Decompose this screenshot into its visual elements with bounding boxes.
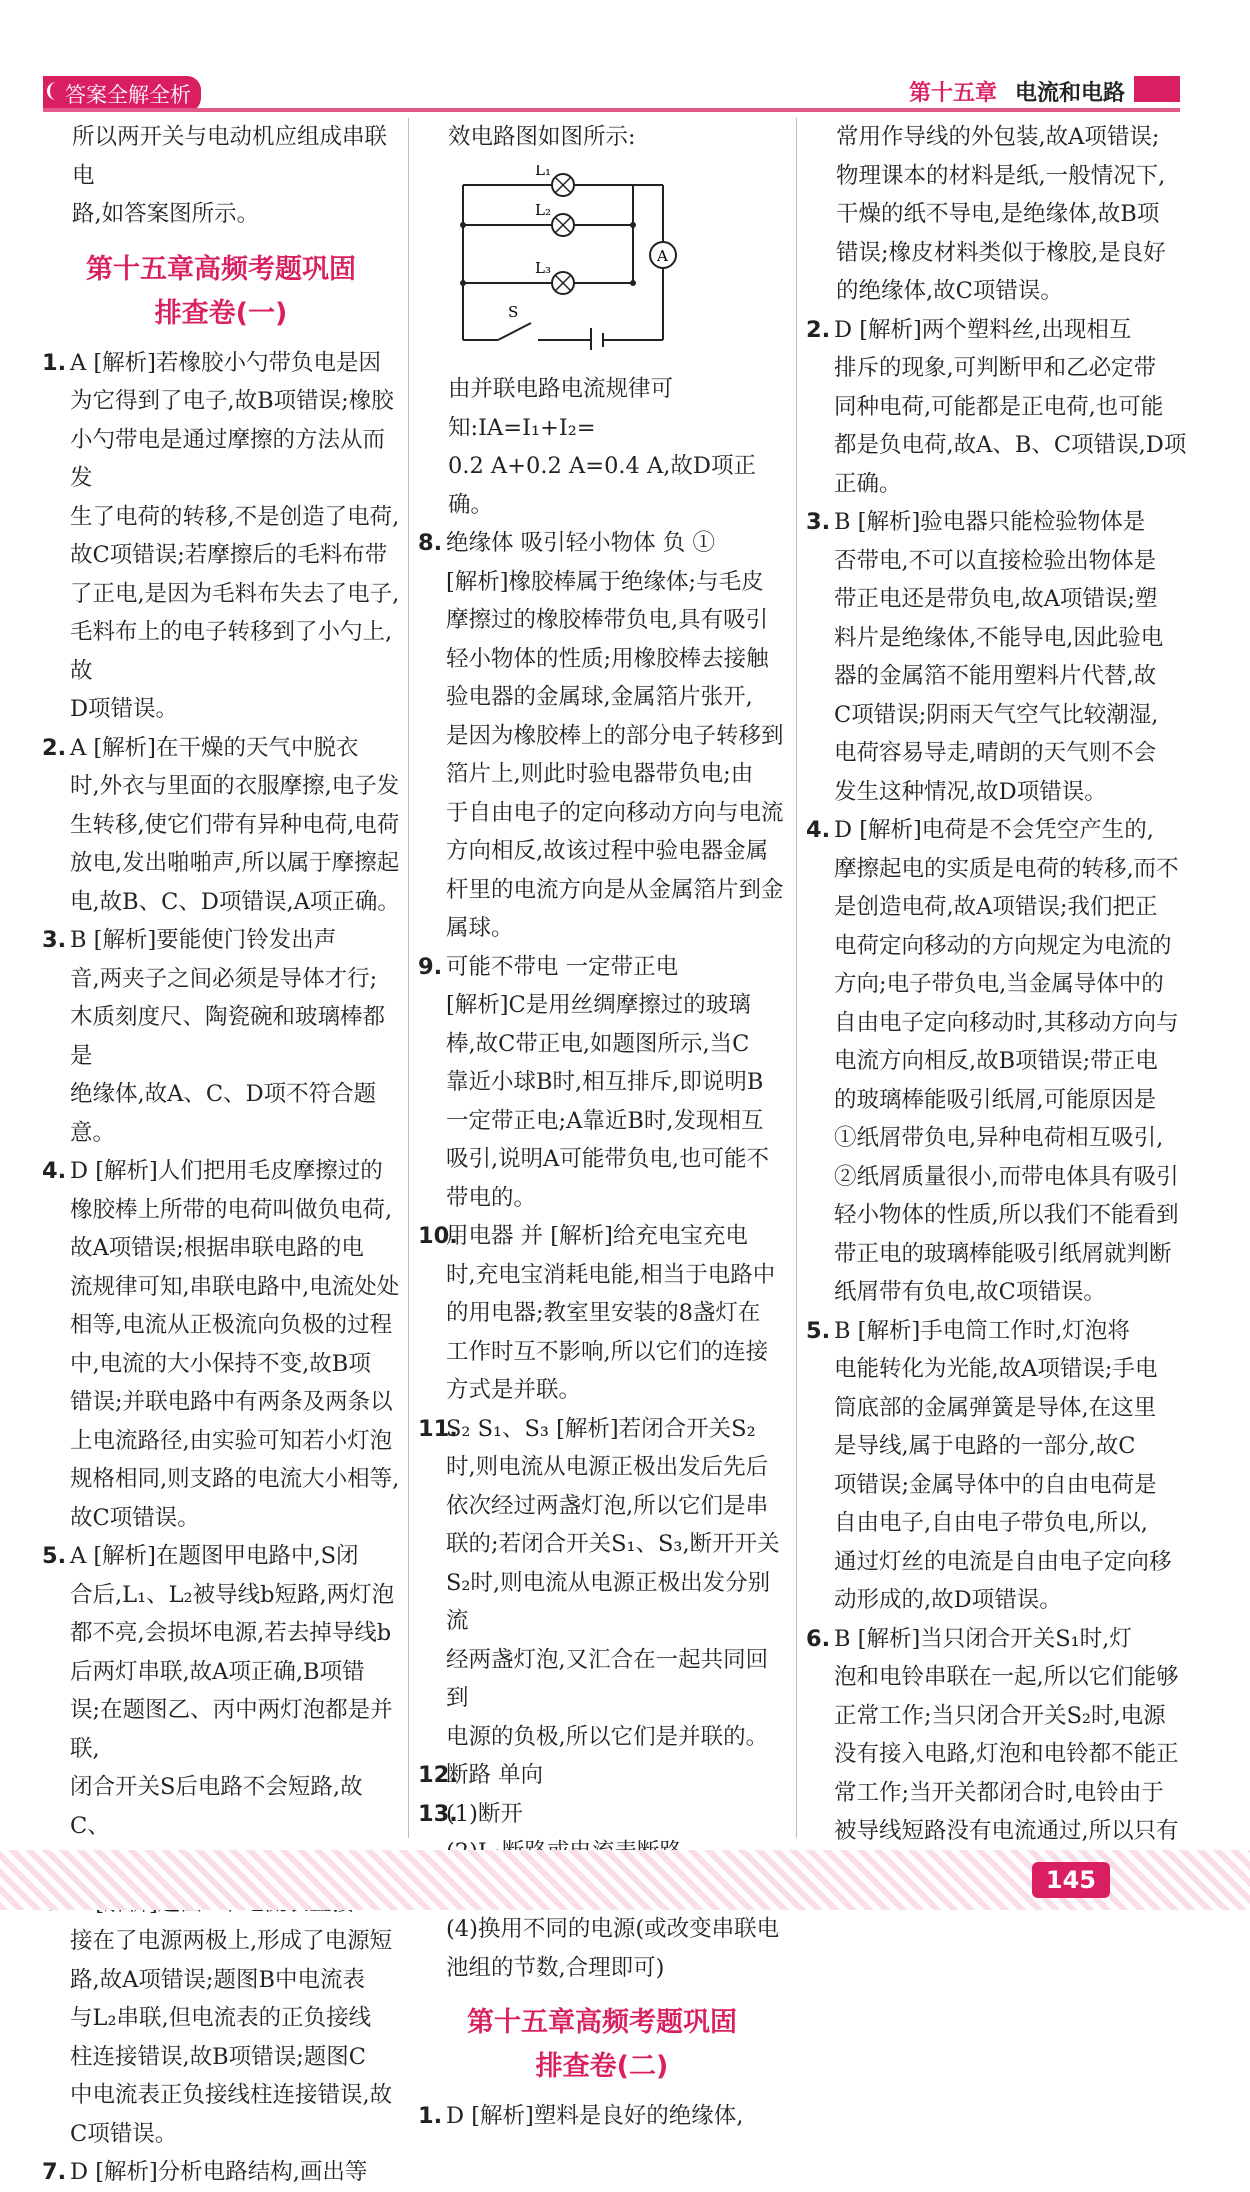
answer-item	[418, 1410, 786, 1757]
lamp-l3-label: L₃	[535, 258, 551, 277]
section-title-line: 第十五章高频考题巩固	[467, 2007, 737, 2038]
answer-number: 2.	[42, 734, 67, 761]
text-line: 放电,发出啪啪声,所以属于摩擦起	[70, 850, 400, 876]
text-line: D [解析]电荷是不会凭空产生的,	[834, 817, 1154, 843]
section-title	[42, 248, 400, 336]
answer-number: 11.	[418, 1415, 458, 1442]
text-line: 时,外衣与里面的衣服摩擦,电子发	[70, 773, 400, 799]
text-line: 联的;若闭合开关S₁、S₃,断开开关	[446, 1531, 780, 1557]
text-line: 属球。	[446, 915, 514, 941]
text-line: 由并联电路电流规律可知:IA=I₁+I₂=	[448, 376, 674, 441]
text-line: 相等,电流从正极流向负极的过程	[70, 1312, 393, 1338]
answer-item	[42, 729, 400, 922]
answer-item	[806, 811, 1210, 1312]
text-line: 时,则电流从电源正极出发后先后	[446, 1454, 769, 1480]
text-line: 一定带正电;A靠近B时,发现相互	[446, 1107, 764, 1134]
chapter-title: 电流和电路	[1014, 81, 1125, 106]
answer-number: 1.	[418, 2103, 443, 2129]
answer-number: 1.	[42, 349, 67, 376]
text-line: (4)换用不同的电源(或改变串联电	[446, 1916, 780, 1942]
answer-number: 5.	[42, 1543, 67, 1569]
text-line: 于自由电子的定向移动方向与电流	[446, 799, 784, 826]
text-line: 规格相同,则支路的电流大小相等,	[70, 1466, 400, 1492]
text-line: 带正电的玻璃棒能吸引纸屑就判断	[834, 1240, 1172, 1267]
switch-label: S	[508, 302, 519, 321]
text-line: 路,如答案图所示。	[72, 201, 260, 227]
text-line: 木质刻度尺、陶瓷碗和玻璃棒都是	[70, 1004, 386, 1069]
answer-item	[42, 2153, 400, 2192]
text-line: 与L₂串联,但电流表的正负接线	[70, 2005, 372, 2031]
answer-item	[418, 2097, 786, 2136]
text-line: 柱连接错误,故B项错误;题图C	[70, 2043, 366, 2070]
text-line: B [解析]当只闭合开关S₁时,灯	[834, 1625, 1132, 1652]
text-line: 故A项错误;根据串联电路的电	[70, 1235, 364, 1261]
text-line: 都是负电荷,故A、B、C项错误,D项	[834, 432, 1187, 458]
text-line: 物理课本的材料是纸,一般情况下,	[836, 162, 1166, 189]
text-line: 棒,故C带正电,如题图所示,当C	[446, 1030, 750, 1057]
text-line: 没有接入电路,灯泡和电铃都不能正	[834, 1741, 1179, 1767]
text-line: 带电的。	[446, 1184, 537, 1211]
text-line: 否带电,不可以直接检验出物体是	[834, 547, 1157, 574]
text-line: D [解析]分析电路结构,画出等	[70, 2159, 368, 2185]
text-line: 通过灯丝的电流是自由电子定向移	[834, 1548, 1172, 1575]
text-line: 电荷定向移动的方向规定为电流的	[834, 932, 1172, 959]
text-line: 池组的节数,合理即可)	[446, 1954, 665, 1981]
text-line: 轻小物体的性质,所以我们不能看到	[834, 1202, 1179, 1228]
text-line: 毛料布上的电子转移到了小勺上,故	[70, 619, 393, 684]
text-line: 同种电荷,可能都是正电荷,也可能	[834, 393, 1164, 420]
text-line: 生了电荷的转移,不是创造了电荷,	[70, 503, 400, 530]
text-line: 电荷容易导走,晴朗的天气则不会	[834, 740, 1157, 766]
header-label: 答案全解全析	[43, 76, 201, 112]
text-line: 的用电器;教室里安装的8盏灯在	[446, 1300, 761, 1326]
answer-number: 6.	[806, 1625, 831, 1652]
text-line: D项错误。	[70, 696, 179, 722]
section-title	[418, 2001, 786, 2089]
text-line: 经两盏灯泡,又汇合在一起共同回到	[446, 1646, 769, 1711]
text-line: 合后,L₁、L₂被导线b短路,两灯泡	[70, 1581, 395, 1608]
text-line: 上电流路径,由实验可知若小灯泡	[70, 1427, 393, 1454]
text-line: 故C项错误。	[70, 1504, 200, 1531]
text-line: 的玻璃棒能吸引纸屑,可能原因是	[834, 1086, 1157, 1113]
text-line: 的绝缘体,故C项错误。	[836, 278, 1063, 304]
text-line: 断路 单向	[446, 1762, 544, 1788]
column-divider	[408, 118, 409, 1838]
text-line: 绝缘体 吸引轻小物体 负 ①	[446, 530, 715, 556]
text-line: 可能不带电 一定带正电	[446, 953, 679, 980]
text-line: D [解析]人们把用毛皮摩擦过的	[70, 1158, 383, 1184]
text-line: 靠近小球B时,相互排斥,即说明B	[446, 1069, 764, 1095]
answer-number: 13.	[418, 1800, 458, 1827]
text-line: 验电器的金属球,金属箔片张开,	[446, 684, 753, 710]
text-line: 吸引,说明A可能带负电,也可能不	[446, 1146, 770, 1172]
text-line: 摩擦起电的实质是电荷的转移,而不	[834, 855, 1179, 882]
text-line: 电流方向相反,故B项错误;带正电	[834, 1048, 1158, 1074]
text-line: 所以两开关与电动机应组成串联电	[72, 124, 388, 189]
text-line: 中,电流的大小保持不变,故B项	[70, 1350, 371, 1377]
text-line: 是导线,属于电路的一部分,故C	[834, 1433, 1136, 1459]
answer-item	[42, 1152, 400, 1537]
text-line: 小勺带电是通过摩擦的方法从而发	[70, 426, 386, 491]
text-line: ②纸屑质量很小,而带电体具有吸引	[834, 1163, 1179, 1190]
answer-number: 12.	[418, 1762, 458, 1788]
text-line: 正确。	[834, 470, 902, 497]
answer-item	[418, 1756, 786, 1795]
text-line: 摩擦过的橡胶棒带负电,具有吸引	[446, 607, 769, 633]
lamp-l2-label: L₂	[535, 200, 551, 219]
text-line: 用电器 并 [解析]给充电宝充电	[446, 1223, 748, 1249]
text-line: 杆里的电流方向是从金属箔片到金	[446, 876, 784, 903]
text-line: 自由电子定向移动时,其移动方向与	[834, 1009, 1179, 1036]
text-line: 料片是绝缘体,不能导电,因此验电	[834, 624, 1164, 651]
answer-item	[42, 921, 400, 1152]
text-line: A [解析]在题图甲电路中,S闭	[70, 1543, 359, 1569]
column-divider	[796, 118, 797, 1838]
answer-item	[42, 1537, 400, 1884]
answer-number: 7.	[42, 2159, 67, 2185]
text-line: 方向相反,故该过程中验电器金属	[446, 838, 769, 864]
text-line: 错误;橡皮材料类似于橡胶,是良好	[836, 239, 1166, 266]
column-3	[806, 118, 1210, 1851]
section-title-line: 排查卷(一)	[154, 297, 288, 329]
text-line: 排斥的现象,可判断甲和乙必定带	[834, 355, 1157, 381]
ammeter-label: A	[657, 246, 668, 265]
page-header	[0, 60, 1250, 112]
text-line: 被导线短路没有电流通过,所以只有	[834, 1818, 1179, 1844]
answer-number: 4.	[42, 1158, 67, 1184]
answer-item	[418, 948, 786, 1218]
text-line: 筒底部的金属弹簧是导体,在这里	[834, 1394, 1157, 1421]
text-line: (1)断开	[446, 1800, 523, 1827]
text-line: 项错误;金属导体中的自由电荷是	[834, 1471, 1157, 1498]
text-line: 是创造电荷,故A项错误;我们把正	[834, 894, 1158, 920]
text-line: [解析]橡胶棒属于绝缘体;与毛皮	[446, 568, 764, 595]
text-line: 带正电还是带负电,故A项错误;塑	[834, 586, 1158, 612]
text-line: 了正电,是因为毛料布失去了电子,	[70, 580, 400, 607]
text-line: 电能转化为光能,故A项错误;手电	[834, 1356, 1158, 1382]
text-line: 器的金属箔不能用塑料片代替,故	[834, 663, 1157, 689]
text-line: 错误;并联电路中有两条及两条以	[70, 1389, 393, 1415]
header-chapter	[909, 76, 1125, 107]
text-line: 依次经过两盏灯泡,所以它们是串	[446, 1492, 769, 1519]
text-line: D [解析]塑料是良好的绝缘体,	[446, 2103, 744, 2129]
answer-item	[806, 311, 1210, 504]
answer-number: 8.	[418, 530, 443, 556]
answer-number: 3.	[806, 509, 831, 535]
lamp-l1-label: L₁	[535, 164, 551, 179]
text-line: B [解析]验电器只能检验物体是	[834, 509, 1146, 535]
section-title-line: 第十五章高频考题巩固	[86, 253, 356, 285]
answer-item	[42, 1884, 400, 2154]
text-line: 常工作;当开关都闭合时,电铃由于	[834, 1779, 1164, 1806]
parallel-circuit-diagram	[453, 165, 683, 350]
text-line: 电源的负极,所以它们是并联的。	[446, 1723, 769, 1750]
header-accent-bar	[1134, 76, 1180, 102]
text-line: C项错误;阴雨天气空气比较潮湿,	[834, 701, 1159, 728]
text-line: 正常工作;当只闭合开关S₂时,电源	[834, 1702, 1166, 1729]
text-line: [解析]C是用丝绸摩擦过的玻璃	[446, 992, 751, 1018]
text-line: 路,故A项错误;题图B中电流表	[70, 1966, 366, 1993]
text-line: 方向;电子带负电,当金属导体中的	[834, 971, 1164, 997]
column-2	[418, 118, 786, 2136]
text-line: 时,充电宝消耗电能,相当于电路中	[446, 1261, 776, 1288]
text-line: A [解析]若橡胶小勺带负电是因	[70, 349, 381, 376]
text-line: 干燥的纸不导电,是绝缘体,故B项	[836, 201, 1160, 227]
answer-number: 9.	[418, 953, 443, 980]
text-line: 橡胶棒上所带的电荷叫做负电荷,	[70, 1196, 393, 1223]
text-line: 动形成的,故D项错误。	[834, 1587, 1062, 1613]
text-line: 音,两夹子之间必须是导体才行;	[70, 965, 378, 992]
text-line: 自由电子,自由电子带负电,所以,	[834, 1510, 1148, 1536]
text-line: 误;在题图乙、丙中两灯泡都是并联,	[70, 1697, 393, 1762]
text-line: 都不亮,会损坏电源,若去掉导线b	[70, 1620, 392, 1646]
page-number: 145	[1032, 1862, 1110, 1898]
text-line: A [解析]在干燥的天气中脱衣	[70, 734, 359, 761]
answer-item	[42, 344, 400, 729]
text-line: 后两灯串联,故A项正确,B项错	[70, 1658, 365, 1685]
text-line: C项错误。	[70, 2120, 178, 2147]
text-line: S₂时,则电流从电源正极出发分别流	[446, 1569, 771, 1634]
section-title-line: 排查卷(二)	[535, 2051, 669, 2082]
text-line: B [解析]要能使门铃发出声	[70, 927, 337, 953]
chapter-number: 第十五章	[908, 81, 997, 106]
text-line: 生转移,使它们带有异种电荷,电荷	[70, 811, 400, 838]
answer-item	[418, 524, 786, 948]
answer-item	[806, 1620, 1210, 1851]
text-line: 流规律可知,串联电路中,电流处处	[70, 1273, 400, 1300]
text-line: 是因为橡胶棒上的部分电子转移到	[446, 722, 784, 749]
text-line: ①纸屑带负电,异种电荷相互吸引,	[834, 1125, 1164, 1151]
text-line: 故C项错误;若摩擦后的毛料布带	[70, 542, 388, 568]
answer-number: 10.	[418, 1223, 458, 1249]
text-line: S₂ S₁、S₃ [解析]若闭合开关S₂	[446, 1415, 756, 1442]
text-line: 方式是并联。	[446, 1377, 582, 1403]
text-line: B [解析]手电筒工作时,灯泡将	[834, 1317, 1130, 1344]
text-line: 电,故B、C、D项错误,A项正确。	[70, 888, 400, 915]
text-line: 效电路图如图所示:	[448, 124, 636, 150]
text-line: 轻小物体的性质;用橡胶棒去接触	[446, 645, 769, 672]
text-line: 接在了电源两极上,形成了电源短	[70, 1928, 393, 1954]
text-line: D [解析]两个塑料丝,出现相互	[834, 316, 1132, 343]
header-rule	[43, 108, 1180, 112]
answer-number: 2.	[806, 316, 831, 343]
text-line: 泡和电铃串联在一起,所以它们能够	[834, 1664, 1179, 1690]
text-line: 常用作导线的外包装,故A项错误;	[836, 124, 1160, 150]
answer-number: 5.	[806, 1317, 831, 1344]
text-line: 箔片上,则此时验电器带负电;由	[446, 761, 754, 787]
answer-item	[806, 503, 1210, 811]
text-line: 发生这种情况,故D项错误。	[834, 778, 1107, 805]
text-line: 闭合开关S后电路不会短路,故C、	[70, 1774, 363, 1839]
answer-number: 3.	[42, 927, 67, 953]
answer-number: 4.	[806, 817, 831, 843]
text-line: 中电流表正负接线柱连接错误,故	[70, 2082, 393, 2108]
answer-item	[806, 1312, 1210, 1620]
answer-item	[418, 1217, 786, 1410]
text-line: 工作时互不影响,所以它们的连接	[446, 1338, 769, 1365]
text-line: 为它得到了电子,故B项错误;橡胶	[70, 388, 394, 414]
text-line: 绝缘体,故A、C、D项不符合题意。	[70, 1081, 377, 1146]
text-line: 0.2 A+0.2 A=0.4 A,故D项正确。	[448, 453, 756, 518]
text-line: 纸屑带有负电,故C项错误。	[834, 1279, 1106, 1305]
